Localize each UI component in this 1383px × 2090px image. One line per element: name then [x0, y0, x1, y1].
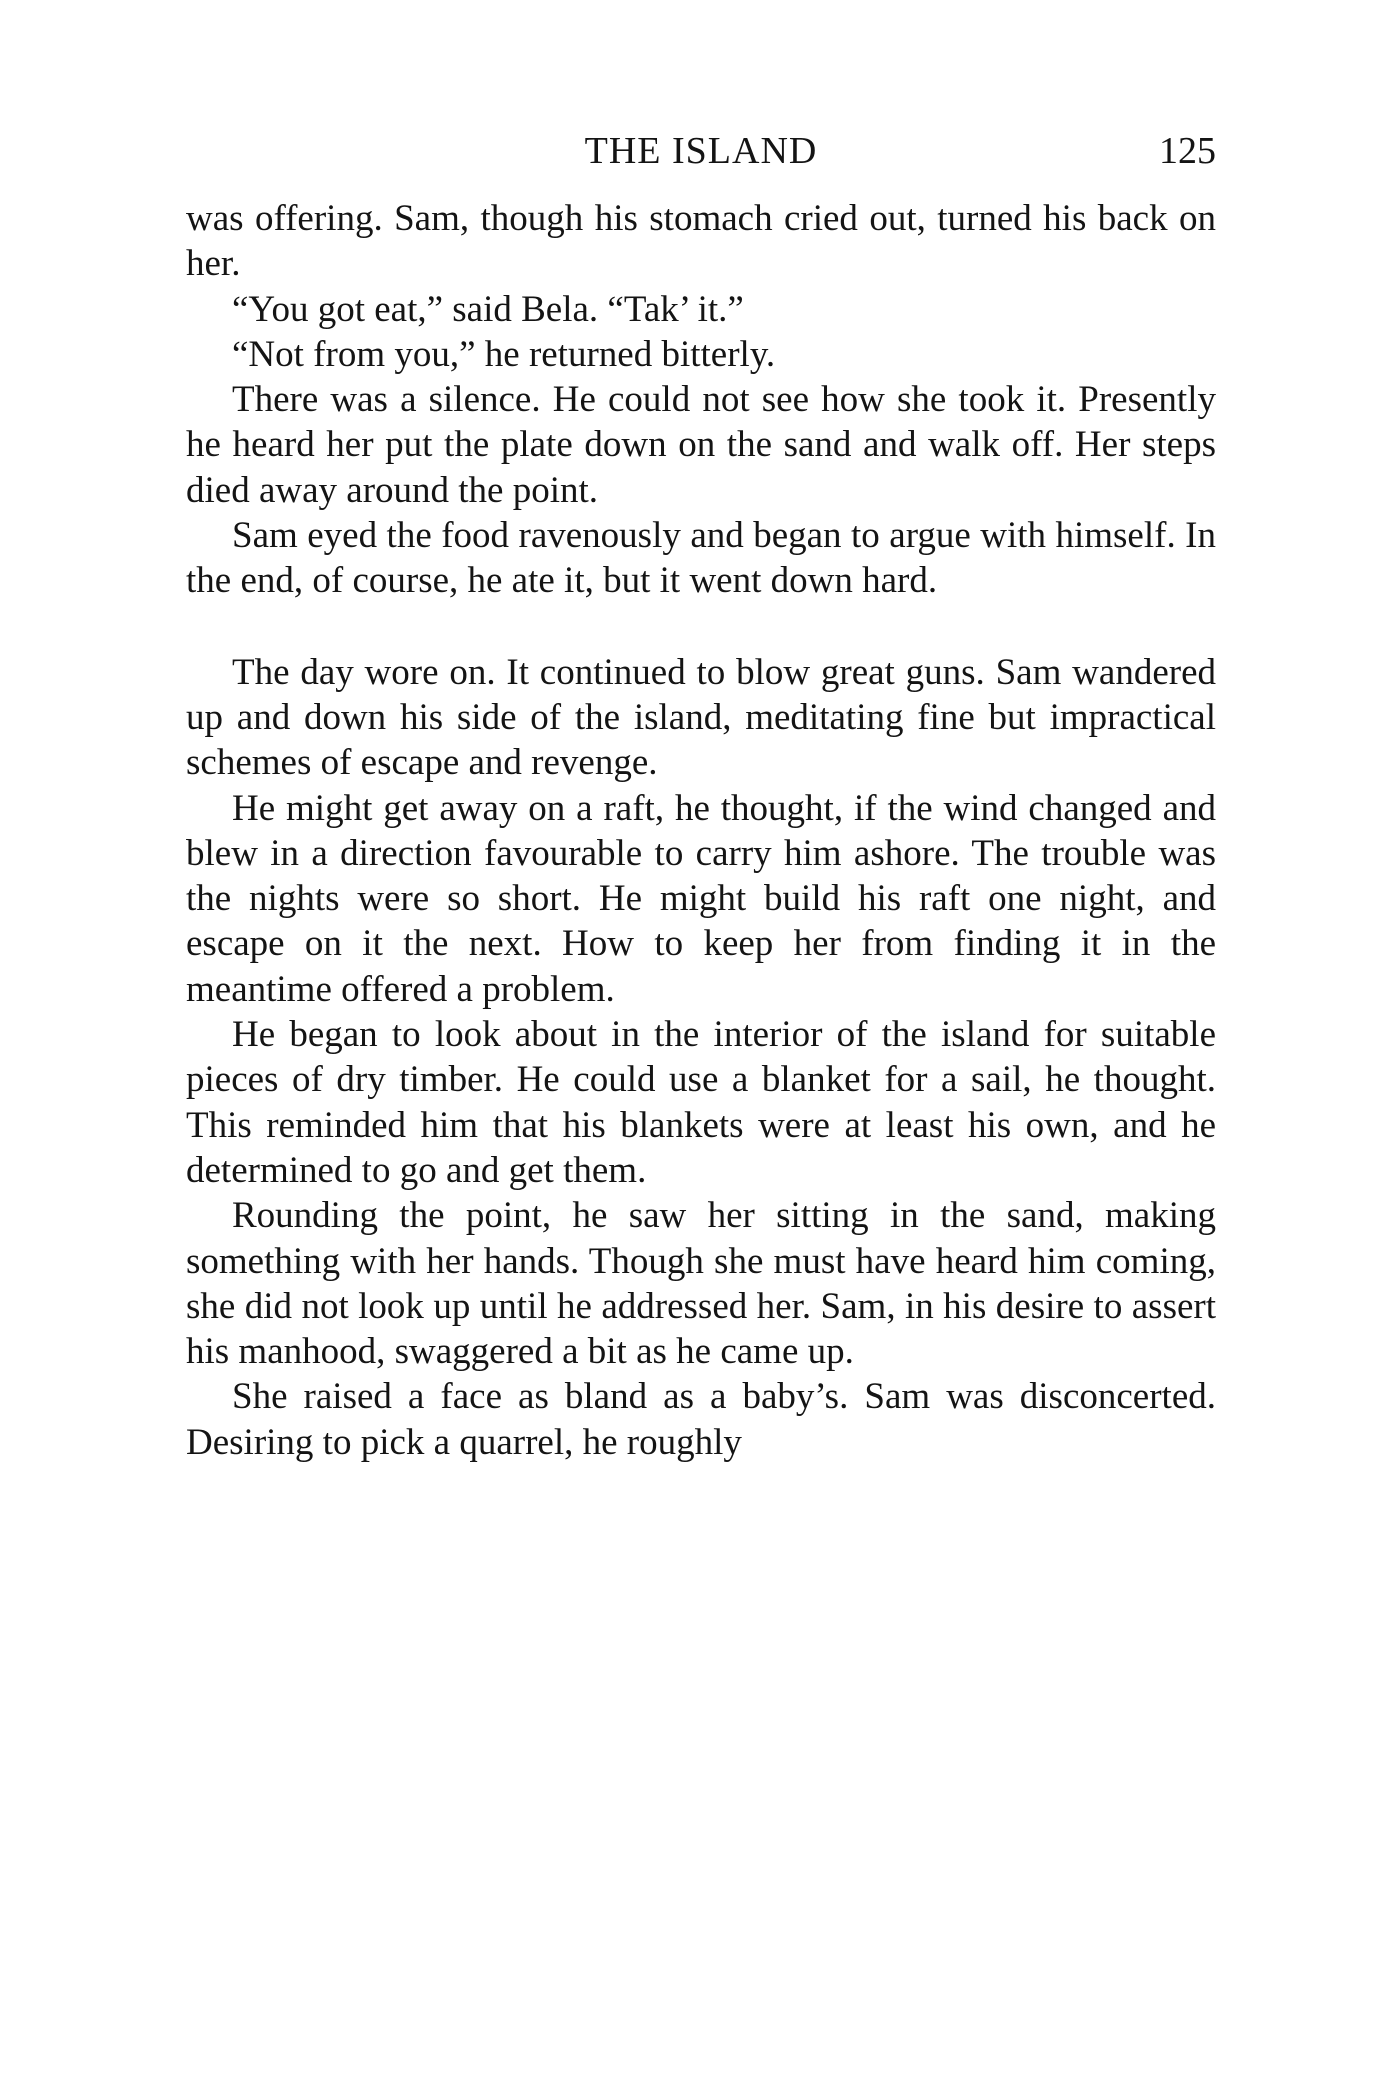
paragraph: was offering. Sam, though his stomach cried out, turned his back on her. [186, 198, 1216, 285]
paragraph: He might get away on a raft, he thought, if the wind changed and blew in a direction favourable to carry him ashore. The trouble was the nights were so short. He might build his raft one night, and escape on it the next. How to keep her from finding it in the meantime offered a problem. [186, 787, 1216, 1010]
paragraph: The day wore on. It continued to blow great guns. Sam wandered up and down his side of the island, meditating fine but impractical schemes of escape and revenge. [186, 651, 1216, 784]
running-title: THE ISLAND [584, 130, 818, 172]
section-break [186, 604, 1216, 650]
page-number: 125 [1159, 130, 1216, 172]
paragraph: He began to look about in the interior of the island for suitable pieces of dry timber. He could use a blanket for a sail, he thought. This reminded him that his blankets were at least his own, and he determined to go and get them. [186, 1014, 1216, 1191]
paragraph: Sam eyed the food ravenously and began to argue with himself. In the end, of course, he ate it, but it went down hard. [186, 515, 1216, 602]
paragraph: There was a silence. He could not see how she took it. Presently he heard her put the plate down on the sand and walk off. Her steps died away around the point. [186, 379, 1216, 511]
paragraph: “Not from you,” he returned bitterly. [232, 333, 776, 375]
body-text [186, 196, 1216, 1465]
paragraph: Rounding the point, he saw her sitting in the sand, making something with her hands. Though she must have heard him coming, she did not look up until he addressed her. Sam, in his desire to assert his manhood, swaggered a bit as he came up. [186, 1195, 1216, 1373]
paragraph: She raised a face as bland as a baby’s. Sam was disconcerted. Desiring to pick a quarrel, he roughly [186, 1376, 1216, 1463]
paragraph: “You got eat,” said Bela. “Tak’ it.” [232, 288, 744, 330]
page-header [186, 126, 1216, 176]
